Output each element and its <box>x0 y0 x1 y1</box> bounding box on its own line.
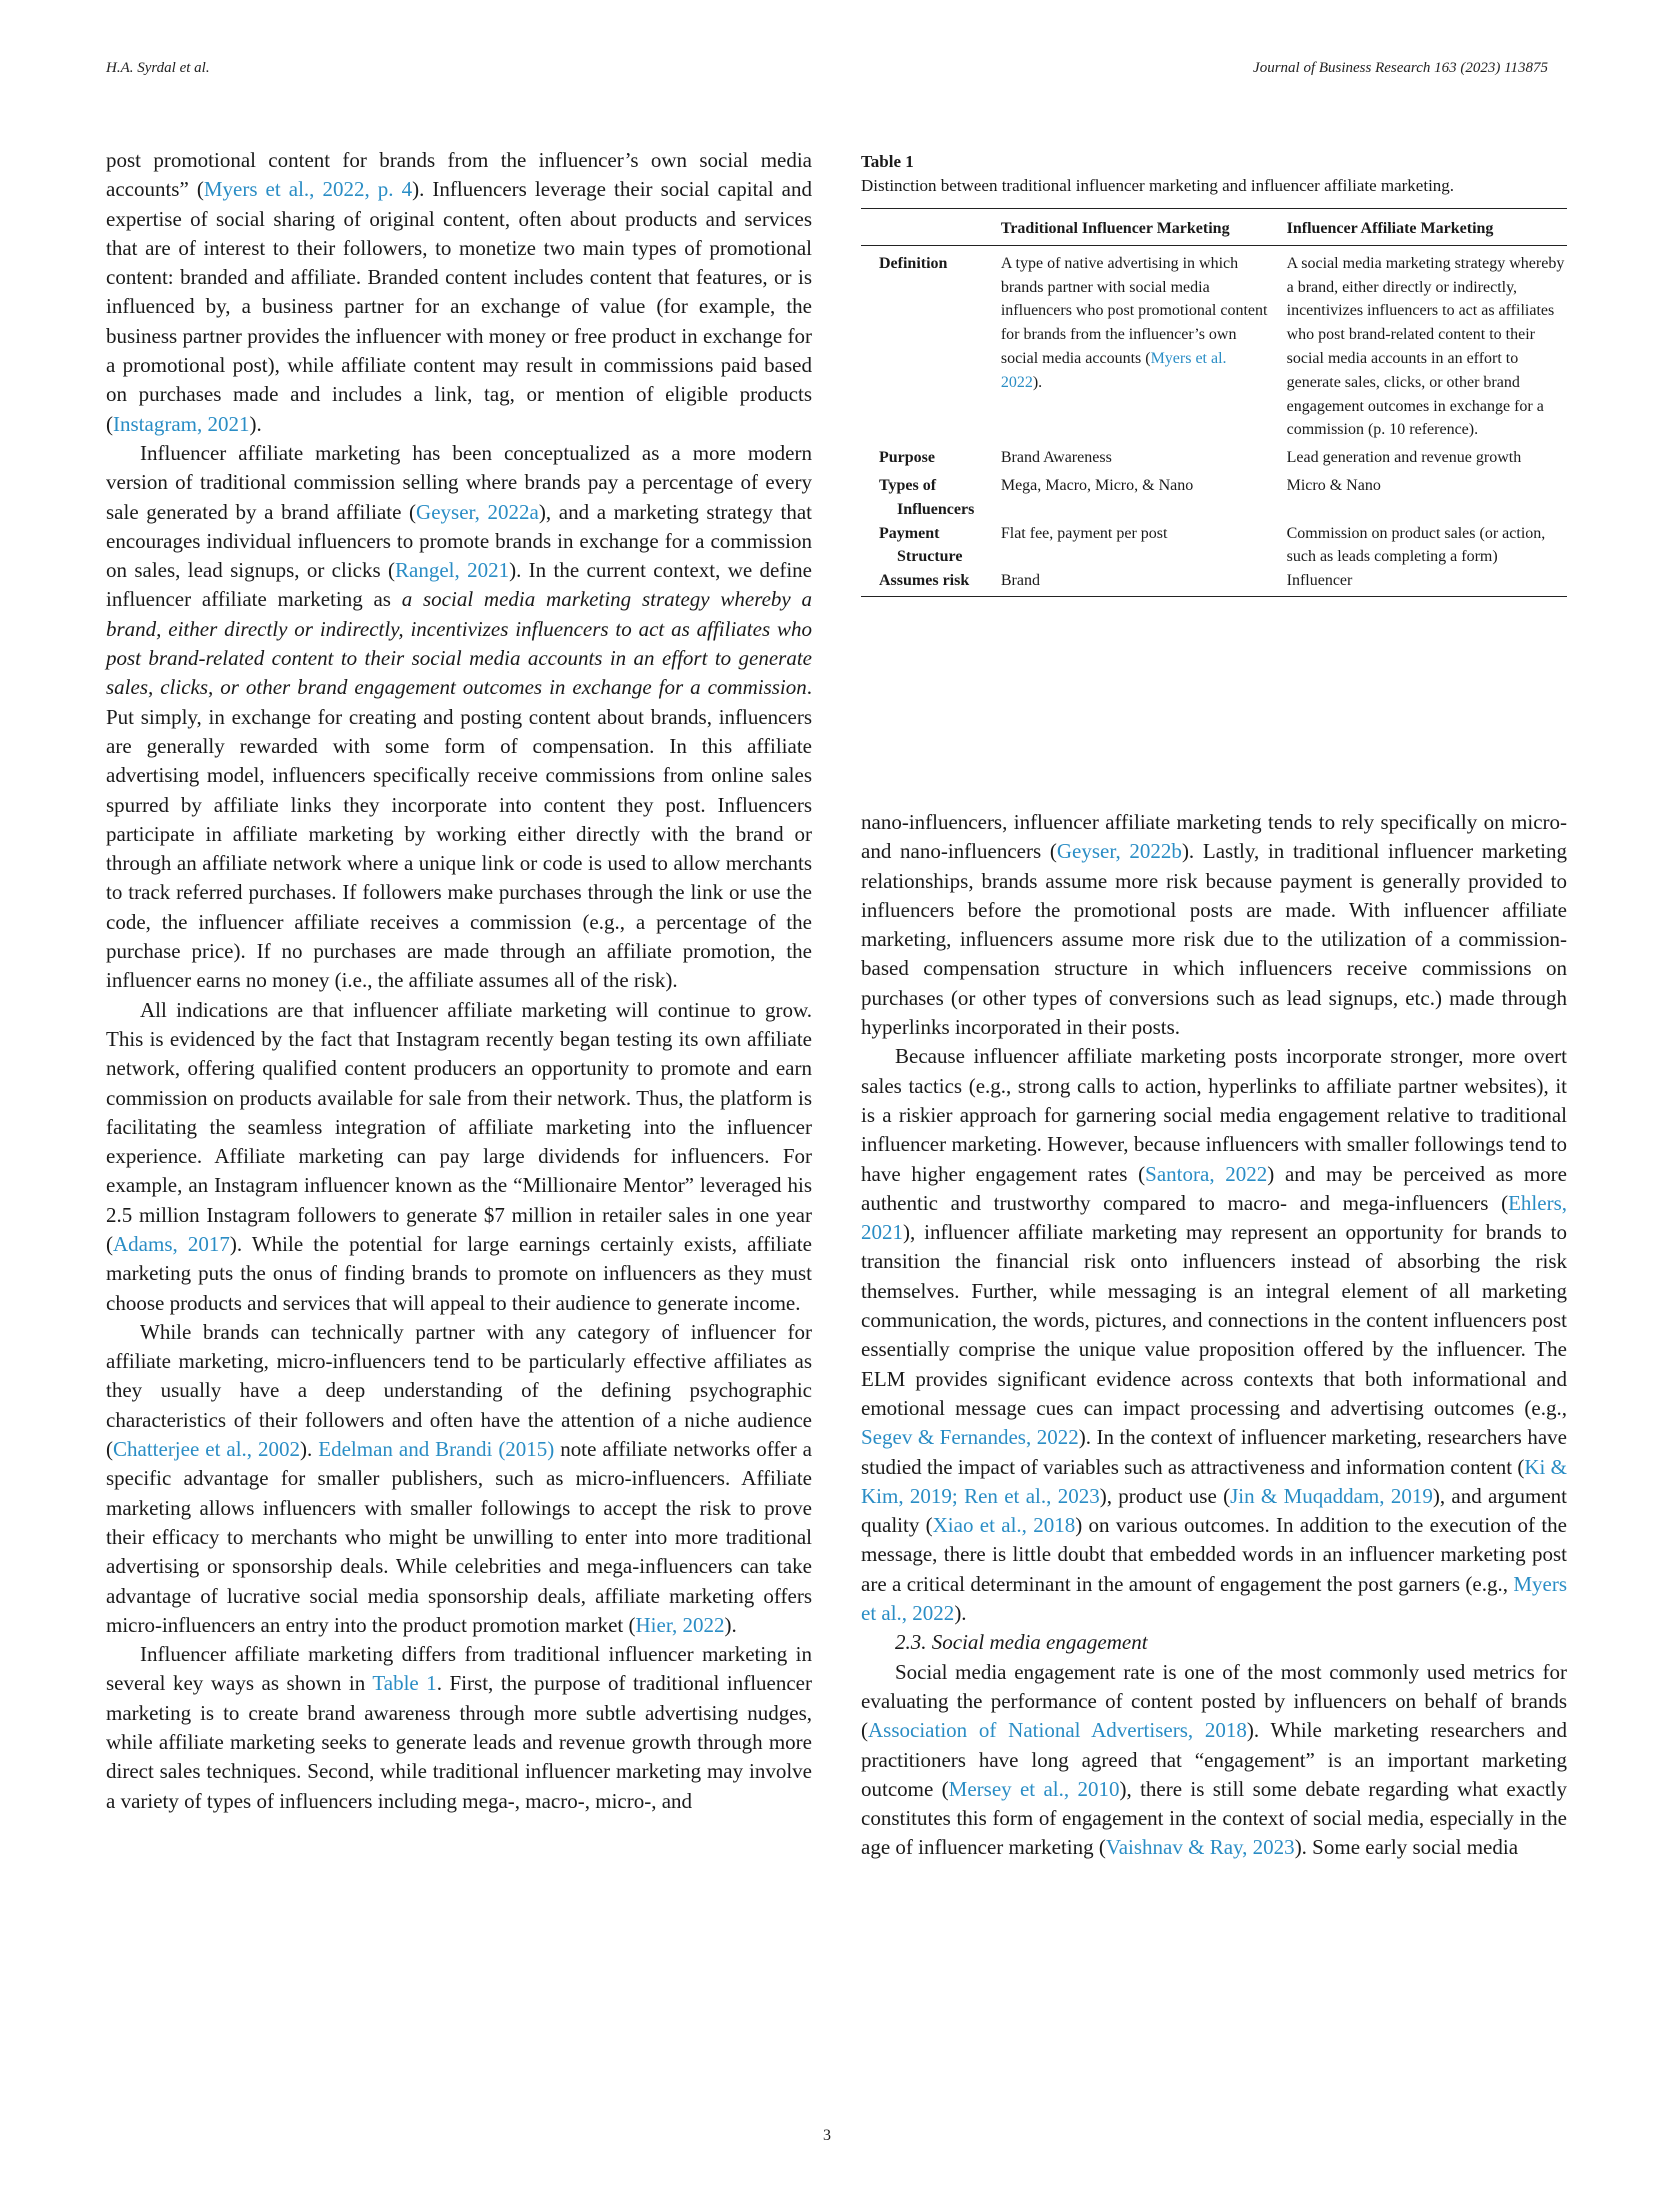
paragraph <box>106 439 812 996</box>
text-run: ). In the context of influencer marketing, researchers have studied the impact of variables such as attractiveness and information content ( <box>861 1425 1567 1479</box>
citation-link[interactable]: Rangel, 2021 <box>395 558 510 583</box>
citation-link[interactable]: Vaishnav & Ray, 2023 <box>1105 1835 1295 1860</box>
table-row <box>861 569 1567 596</box>
text-run: A type of native advertising in which brands partner with social media influencers who post promotional content for brands from the influencer’s own social media accounts ( <box>1000 254 1268 367</box>
table-cell: Mega, Macro, Micro, & Nano <box>1000 476 1194 494</box>
text-run: ), product use ( <box>1099 1483 1231 1508</box>
text-run: ), and a marketing strategy that encourages individual influencers to promote brands in exchange for a commission on sales, lead signups, or clicks ( <box>106 499 812 583</box>
citation-link[interactable]: Xiao et al., 2018 <box>932 1513 1076 1538</box>
table-cell: Brand Awareness <box>1000 449 1112 467</box>
comparison-table <box>861 208 1567 597</box>
text-run: ), there is still some debate regarding what exactly constitutes this form of engagement in the context of social media, especially in the age of influencer marketing ( <box>861 1776 1567 1860</box>
table-row <box>861 522 1567 570</box>
definition-emphasis: a social media marketing strategy whereby a brand, either directly or indirectly, incentivizes influencers to act as affiliates who post brand-related content to their social media accounts in an effort to generate sales, clicks, or other brand engagement outcomes in exchange for a commission <box>106 587 812 700</box>
table-cell: Micro & Nano <box>1286 476 1381 494</box>
text-run: ). While the potential for large earnings certainly exists, affiliate marketing puts the onus of finding brands to promote on influencers as they must choose products and services that will appeal to their audience to generate income. <box>106 1231 812 1315</box>
text-run: ), influencer affiliate marketing may represent an opportunity for brands to transition the financial risk onto influencers instead of absorbing the risk themselves. Further, while messaging is an integral element of all marketing communication, the words, pictures, and connections in the content influencers post essentially comprise the unique value proposition offered by the influencer. The ELM provides significant evidence across contexts that both informational and emotional message cues can impact processing and advertising outcomes (e.g., <box>861 1220 1567 1420</box>
paragraph <box>106 1318 812 1640</box>
table-cell: Commission on product sales (or action, such as leads completing a form) <box>1286 524 1546 566</box>
table-row <box>861 470 1567 522</box>
citation-link[interactable]: Mersey et al., 2010 <box>948 1776 1120 1801</box>
text-run: ). Influencers leverage their social capital and expertise of social sharing of original content, often about products and services that are of interest to their followers, to monetize two main types of promotional content: branded and affiliate. Branded content includes content that features, or is influenced by, a business partner for an exchange of value (for example, the business partner provides the influencer with money or free product in exchange for a promotional post), while affiliate content may result in commissions paid based on purchases made and includes a link, tag, or mention of eligible products ( <box>106 177 812 436</box>
citation-link[interactable]: Myers et al. 2022 <box>1000 349 1227 391</box>
running-header <box>106 60 1548 84</box>
text-run: While brands can technically partner with any category of influencer for affiliate marketing, micro-influencers tend to be particularly effective affiliates as they usually have a deep understanding of the defining psychographic characteristics of their followers and often have the attention of a niche audience ( <box>106 1319 812 1462</box>
header-authors: H.A. Syrdal et al. <box>106 60 210 76</box>
citation-link[interactable]: Myers et al., 2022 <box>861 1571 1567 1626</box>
table-1 <box>861 150 1567 597</box>
paragraph <box>106 1640 812 1816</box>
table-row <box>861 442 1567 470</box>
table-cell: Brand <box>1001 569 1287 596</box>
citation-link[interactable]: Ehlers, 2021 <box>861 1190 1567 1245</box>
text-run: Because influencer affiliate marketing posts incorporate stronger, more overt sales tactics (e.g., strong calls to action, hyperlinks to affiliate partner websites), it is a riskier approach for garnering social media engagement relative to traditional influencer marketing. However, because influencers with smaller followings tend to have higher engagement rates ( <box>861 1044 1567 1186</box>
right-column <box>861 808 1567 1863</box>
table-label: Table 1 <box>861 152 914 171</box>
row-label <box>861 522 1001 570</box>
text-run: ). <box>300 1437 319 1462</box>
left-column <box>106 146 812 1816</box>
citation-link[interactable]: Santora, 2022 <box>1145 1161 1268 1186</box>
row-label-line: Types of <box>879 476 937 494</box>
citation-link[interactable]: Myers et al., 2022, p. 4 <box>203 177 413 202</box>
text-run: ). <box>724 1612 737 1637</box>
row-label: Assumes risk <box>861 569 1001 596</box>
table-reference-link[interactable]: Table 1 <box>372 1671 437 1696</box>
citation-link[interactable]: Geyser, 2022a <box>416 499 539 524</box>
paragraph <box>106 146 812 439</box>
citation-link[interactable]: Jin & Muqaddam, 2019 <box>1230 1483 1433 1508</box>
row-label-line: Payment <box>879 524 940 542</box>
text-run: . First, the purpose of traditional influencer marketing is to create brand awareness through more subtle advertising nudges, while affiliate marketing seeks to generate leads and revenue growth through more direct sales techniques. Second, while traditional influencer marketing may involve a variety of types of influencers including mega-, macro-, micro-, and <box>106 1671 812 1813</box>
text-run: ), and argument quality ( <box>861 1483 1567 1538</box>
text-run: ). <box>249 411 262 436</box>
citation-link[interactable]: Ki & Kim, 2019; Ren et al., 2023 <box>861 1454 1567 1508</box>
section-heading: 2.3. Social media engagement <box>895 1630 1148 1655</box>
text-run: Social media engagement rate is one of the most commonly used metrics for evaluating the performance of content posted by influencers on behalf of brands ( <box>861 1659 1567 1743</box>
row-label-line: Structure <box>897 548 963 566</box>
text-run: ). In the current context, we define influencer affiliate marketing as <box>106 558 812 612</box>
table-cell: A social media marketing strategy whereby a brand, either directly or indirectly, incentivizes influencers to act as affiliates who post brand-related content to their social media accounts in an effort to generate sales, clicks, or other brand engagement outcomes in exchange for a commission (p. 10 reference). <box>1286 254 1565 439</box>
table-cell: Influencer <box>1287 569 1567 596</box>
citation-link[interactable]: Hier, 2022 <box>635 1612 725 1637</box>
citation-link[interactable]: Edelman and Brandi (2015) <box>318 1437 555 1462</box>
paragraph <box>106 996 812 1318</box>
text-run: ) and may be perceived as more authentic and trustworthy compared to macro- and mega-influencers ( <box>861 1161 1567 1215</box>
citation-link[interactable]: Segev & Fernandes, 2022 <box>861 1425 1079 1450</box>
text-run: note affiliate networks offer a specific advantage for smaller publishers, such as micro-influencers. Affiliate marketing allows influencers with smaller followings to accept the risk to prove their efficacy to merchants who might be unwilling to enter into more traditional advertising or sponsorship deals. While celebrities and mega-influencers can take advantage of lucrative social media sponsorship deals, affiliate marketing offers micro-influencers an entry into the product promotion market ( <box>106 1437 812 1637</box>
header-journal: Journal of Business Research 163 (2023) 113875 <box>1253 60 1548 76</box>
table-caption: Distinction between traditional influencer marketing and influencer affiliate marketing. <box>861 176 1455 195</box>
paragraph <box>861 808 1567 1042</box>
table-cell <box>1001 245 1287 442</box>
citation-link[interactable]: Adams, 2017 <box>113 1231 230 1256</box>
table-header-row <box>861 209 1567 246</box>
table-cell: Lead generation and revenue growth <box>1286 449 1522 467</box>
text-run: nano-influencers, influencer affiliate marketing tends to rely specifically on micro- and nano-influencers ( <box>861 810 1567 864</box>
table-header-cell: Traditional Influencer Marketing <box>1001 209 1287 246</box>
table-header-cell: Influencer Affiliate Marketing <box>1287 209 1567 246</box>
text-run: All indications are that influencer affiliate marketing will continue to grow. This is evidenced by the fact that Instagram recently began testing its own affiliate network, offering qualified content producers an opportunity to promote and earn commission on products available for sale from their network. Thus, the platform is facilitating the seamless integration of affiliate marketing into the influencer experience. Affiliate marketing can pay large dividends for influencers. For example, an Instagram influencer known as the “Millionaire Mentor” leveraged his 2.5 million Instagram followers to generate $7 million in retailer sales in one year ( <box>106 997 812 1256</box>
text-run: Influencer affiliate marketing differs from traditional influencer marketing in several key ways as shown in <box>106 1642 812 1696</box>
page-number: 3 <box>823 2127 831 2144</box>
text-run: ). While marketing researchers and practitioners have long agreed that “engagement” is an important marketing outcome ( <box>861 1718 1568 1801</box>
text-run: . Put simply, in exchange for creating and posting content about brands, influencers are generally rewarded with some form of compensation. In this affiliate advertising model, influencers specifically receive commissions from online sales spurred by affiliate links they incorporate into content they post. Influencers participate in affiliate marketing by working either directly with the brand or through an affiliate network where a unique link or code is used to allow merchants to track referred purchases. If followers make purchases through the link or use the code, the influencer affiliate receives a commission (e.g., a percentage of the purchase price). If no purchases are made through an affiliate promotion, the influencer earns no money (i.e., the affiliate assumes all of the risk). <box>106 675 812 993</box>
text-run: ). Some early social media <box>1294 1835 1519 1860</box>
text-run: post promotional content for brands from the influencer’s own social media accounts” ( <box>106 148 812 202</box>
text-run: ). Lastly, in traditional influencer marketing relationships, brands assume more risk because payment is generally provided to influencers before the promotional posts are made. With influencer affiliate marketing, influencers assume more risk due to the utilization of a commission-based compensation structure in which influencers receive commissions on purchases (or other types of conversions such as lead signups, etc.) made through hyperlinks incorporated in their posts. <box>861 839 1567 1040</box>
paragraph <box>861 1042 1567 1628</box>
text-run: ). <box>1032 373 1043 391</box>
citation-link[interactable]: Geyser, 2022b <box>1056 839 1182 864</box>
paragraph <box>861 1658 1567 1863</box>
row-label <box>861 470 1001 522</box>
citation-link[interactable]: Instagram, 2021 <box>113 411 250 436</box>
text-run: ) on various outcomes. In addition to the execution of the message, there is little doubt that embedded words in an influencer marketing post are a critical determinant in the amount of engagement the post garners (e.g., <box>861 1513 1567 1596</box>
text-run: Influencer affiliate marketing has been conceptualized as a more modern version of traditional commission selling where brands pay a percentage of every sale generated by a brand affiliate ( <box>106 440 812 524</box>
citation-link[interactable]: Association of National Advertisers, 2018 <box>868 1718 1247 1743</box>
citation-link[interactable]: Chatterjee et al., 2002 <box>113 1437 301 1462</box>
row-label: Purpose <box>879 449 935 467</box>
text-run: ). <box>954 1601 967 1626</box>
row-label: Definition <box>879 254 948 272</box>
row-label-line: Influencers <box>897 500 975 518</box>
table-cell: Flat fee, payment per post <box>1000 524 1168 542</box>
table-row <box>861 245 1567 442</box>
table-header-cell <box>861 209 1001 246</box>
